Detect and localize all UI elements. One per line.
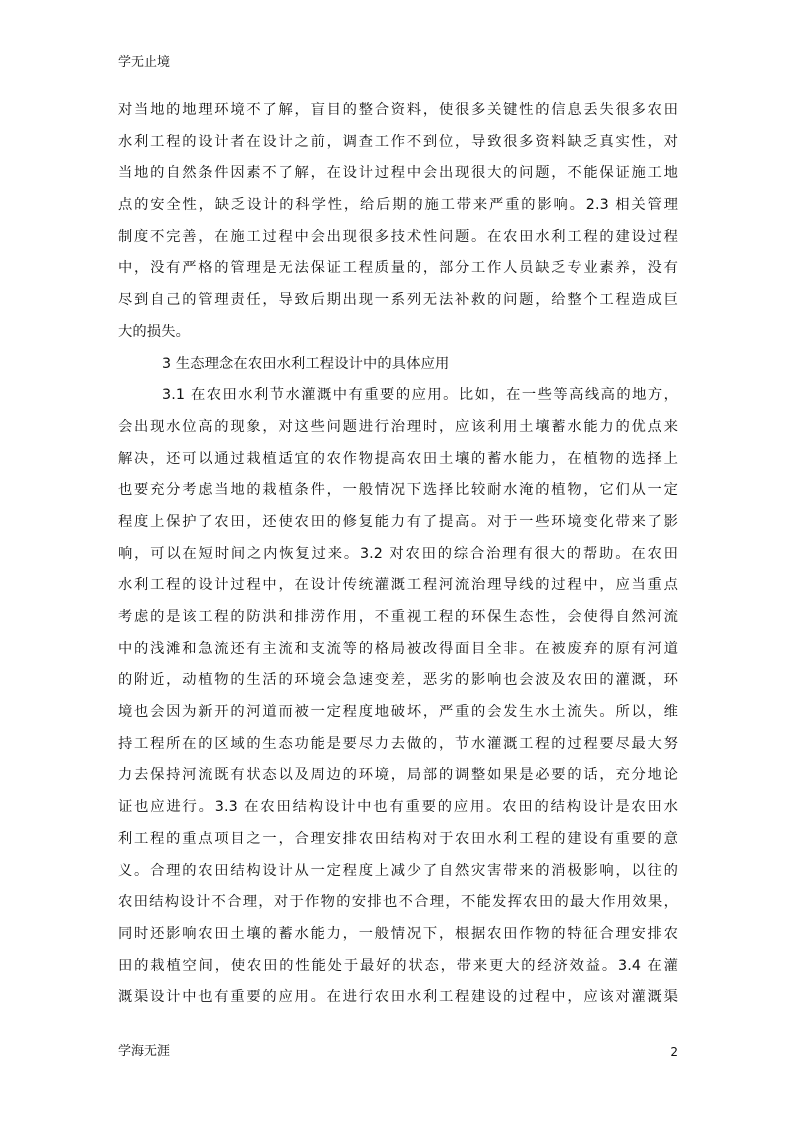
- page-number: 2: [670, 1045, 678, 1059]
- paragraph-line: 的附近，动植物的生活的环境会急速变差，恶劣的影响也会波及农田的灌溉，环: [118, 672, 678, 689]
- paragraph-line: 对当地的地理环境不了解，盲目的整合资料，使很多关键性的信息丢失很多农田: [118, 102, 678, 118]
- document-body: [118, 95, 678, 1014]
- page-footer-text: 学海无涯: [118, 1044, 171, 1059]
- paragraph-line: 3.1 在农田水利节水灌溉中有重要的应用。比如，在一些等高线高的地方，: [162, 387, 678, 404]
- paragraph-line: 也要充分考虑当地的栽植条件，一般情况下选择比较耐水淹的植物，它们从一定: [118, 482, 678, 499]
- paragraph-line: 大的损失。: [118, 323, 190, 340]
- paragraph-line: 尽到自己的管理责任，导致后期出现一系列无法补救的问题，给整个工程造成巨: [118, 292, 678, 309]
- paragraph-line: 义。合理的农田结构设计从一定程度上减少了自然灾害带来的消极影响，以往的: [118, 862, 678, 879]
- paragraph-line: 农田结构设计不合理，对于作物的安排也不合理，不能发挥农田的最大作用效果，: [118, 894, 678, 911]
- paragraph-line: 同时还影响农田土壤的蓄水能力，一般情况下，根据农田作物的特征合理安排农: [118, 925, 678, 942]
- paragraph-line: 溉渠设计中也有重要的应用。在进行农田水利工程建设的过程中，应该对灌溉渠: [118, 989, 678, 1006]
- paragraph-line: 制度不完善，在施工过程中会出现很多技术性问题。在农田水利工程的建设过程: [118, 228, 678, 245]
- paragraph-line: 利工程的重点项目之一，合理安排农田结构对于农田水利工程的建设有重要的意: [118, 830, 678, 847]
- section-heading: 3 生态理念在农田水利工程设计中的具体应用: [162, 355, 450, 372]
- paragraph-line: 程度上保护了农田，还使农田的修复能力有了提高。对于一些环境变化带来了影: [118, 513, 678, 530]
- paragraph-line: 田的栽植空间，使农田的性能处于最好的状态，带来更大的经济效益。3.4 在灌: [118, 957, 678, 974]
- paragraph-line: 考虑的是该工程的防洪和排涝作用，不重视工程的环保生态性，会使得自然河流: [118, 609, 678, 625]
- paragraph-line: 力去保持河流既有状态以及周边的环境，局部的调整如果是必要的话，充分地论: [118, 767, 678, 784]
- paragraph-line: 证也应进行。3.3 在农田结构设计中也有重要的应用。农田的结构设计是农田水: [118, 799, 678, 816]
- paragraph-line: 中，没有严格的管理是无法保证工程质量的，部分工作人员缺乏专业素养，没有: [118, 260, 678, 277]
- paragraph-line: 水利工程的设计者在设计之前，调查工作不到位，导致很多资料缺乏真实性，对: [118, 133, 678, 150]
- paragraph-line: 响，可以在短时间之内恢复过来。3.2 对农田的综合治理有很大的帮助。在农田: [118, 545, 678, 562]
- paragraph-line: 点的安全性，缺乏设计的科学性，给后期的施工带来严重的影响。2.3 相关管理: [118, 197, 678, 214]
- paragraph-line: 水利工程的设计过程中，在设计传统灌溉工程河流治理导线的过程中，应当重点: [118, 577, 678, 594]
- paragraph-line: 持工程所在的区域的生态功能是要尽力去做的，节水灌溉工程的过程要尽最大努: [118, 735, 678, 752]
- paragraph-line: 解决，还可以通过栽植适宜的农作物提高农田土壤的蓄水能力，在植物的选择上: [118, 450, 678, 467]
- paragraph-line: 中的浅滩和急流还有主流和支流等的格局被改得面目全非。在被废弃的原有河道: [118, 640, 678, 657]
- paragraph-line: 会出现水位高的现象，对这些问题进行治理时，应该利用土壤蓄水能力的优点来: [118, 418, 678, 435]
- page-header: 学无止境: [118, 55, 171, 70]
- paragraph-line: 境也会因为新开的河道而被一定程度地破坏，严重的会发生水土流失。所以，维: [118, 704, 678, 721]
- paragraph-line: 当地的自然条件因素不了解，在设计过程中会出现很大的问题，不能保证施工地: [118, 165, 678, 182]
